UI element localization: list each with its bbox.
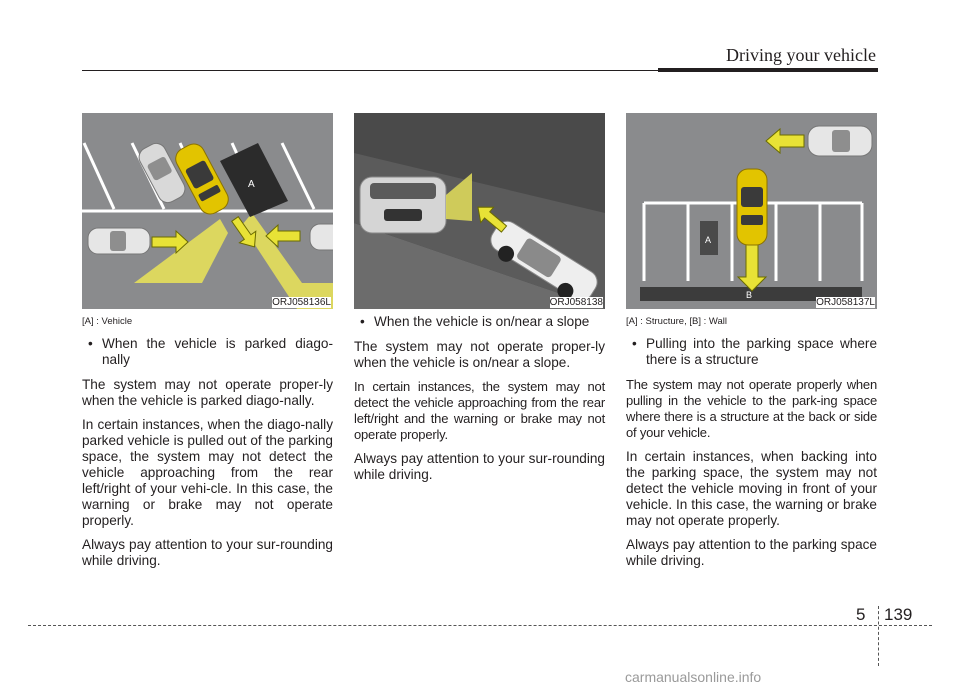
header-rule — [82, 70, 658, 71]
paragraph: Always pay attention to your sur-rounding while driving. — [82, 537, 333, 568]
bullet-heading: • Pulling into the parking space where there is a structure — [626, 336, 877, 368]
bullet-heading: • When the vehicle is parked diago-nally — [82, 336, 333, 368]
paragraph: The system may not operate proper-ly when the vehicle is on/near a slope. — [354, 339, 605, 370]
paragraph: Always pay attention to your sur-rounding while driving. — [354, 451, 605, 482]
chapter-number: 5 — [856, 605, 866, 624]
paragraph: In certain instances, when the diago-nally parked vehicle is pulled out of the parking space, the system may not detect the vehicle approaching from the rear left/right of your vehi-cle. In this case, the warning or brake may not operate properly. — [82, 417, 333, 528]
running-header: Driving your vehicle — [726, 45, 876, 65]
figure-code: ORJ058136L — [272, 297, 331, 308]
figure-code: ORJ058138 — [549, 297, 603, 308]
figure-code: ORJ058137L — [816, 297, 875, 308]
paragraph: In certain instances, when backing into the parking space, the system may not detect the vehicle moving in front of your vehicle. In this case, the warning or brake may not operate properly. — [626, 449, 877, 528]
column-diagonal-parking — [82, 314, 333, 577]
header-rule-accent — [658, 68, 878, 72]
page-number-separator — [878, 606, 879, 666]
column-structure — [626, 314, 877, 577]
figure-caption: [A] : Vehicle — [82, 316, 133, 327]
figure-slope — [354, 113, 605, 309]
paragraph: The system may not operate properly when pulling in the vehicle to the park-ing space where there is a structure at the back or side of your vehicle. — [626, 377, 877, 440]
bullet-heading: • When the vehicle is on/near a slope — [354, 314, 605, 330]
paragraph: The system may not operate proper-ly when the vehicle is parked diago-nally. — [82, 377, 333, 408]
paragraph: Always pay attention to the parking space while driving. — [626, 537, 877, 568]
wall-label-a: A — [248, 179, 255, 190]
footer-rule — [28, 625, 932, 626]
figure-diagonal-parking — [82, 113, 333, 309]
page-number: 139 — [884, 605, 913, 624]
figure-structure — [626, 113, 877, 309]
wall-label-b: B — [746, 290, 753, 300]
paragraph: In certain instances, the system may not detect the vehicle approaching from the rear left/right and the warning or brake may not operate properly. — [354, 379, 605, 442]
column-slope — [354, 314, 605, 491]
figure-caption: [A] : Structure, [B] : Wall — [626, 316, 728, 327]
watermark: carmanualsonline.info — [625, 669, 762, 685]
structure-label-a: A — [705, 235, 712, 245]
